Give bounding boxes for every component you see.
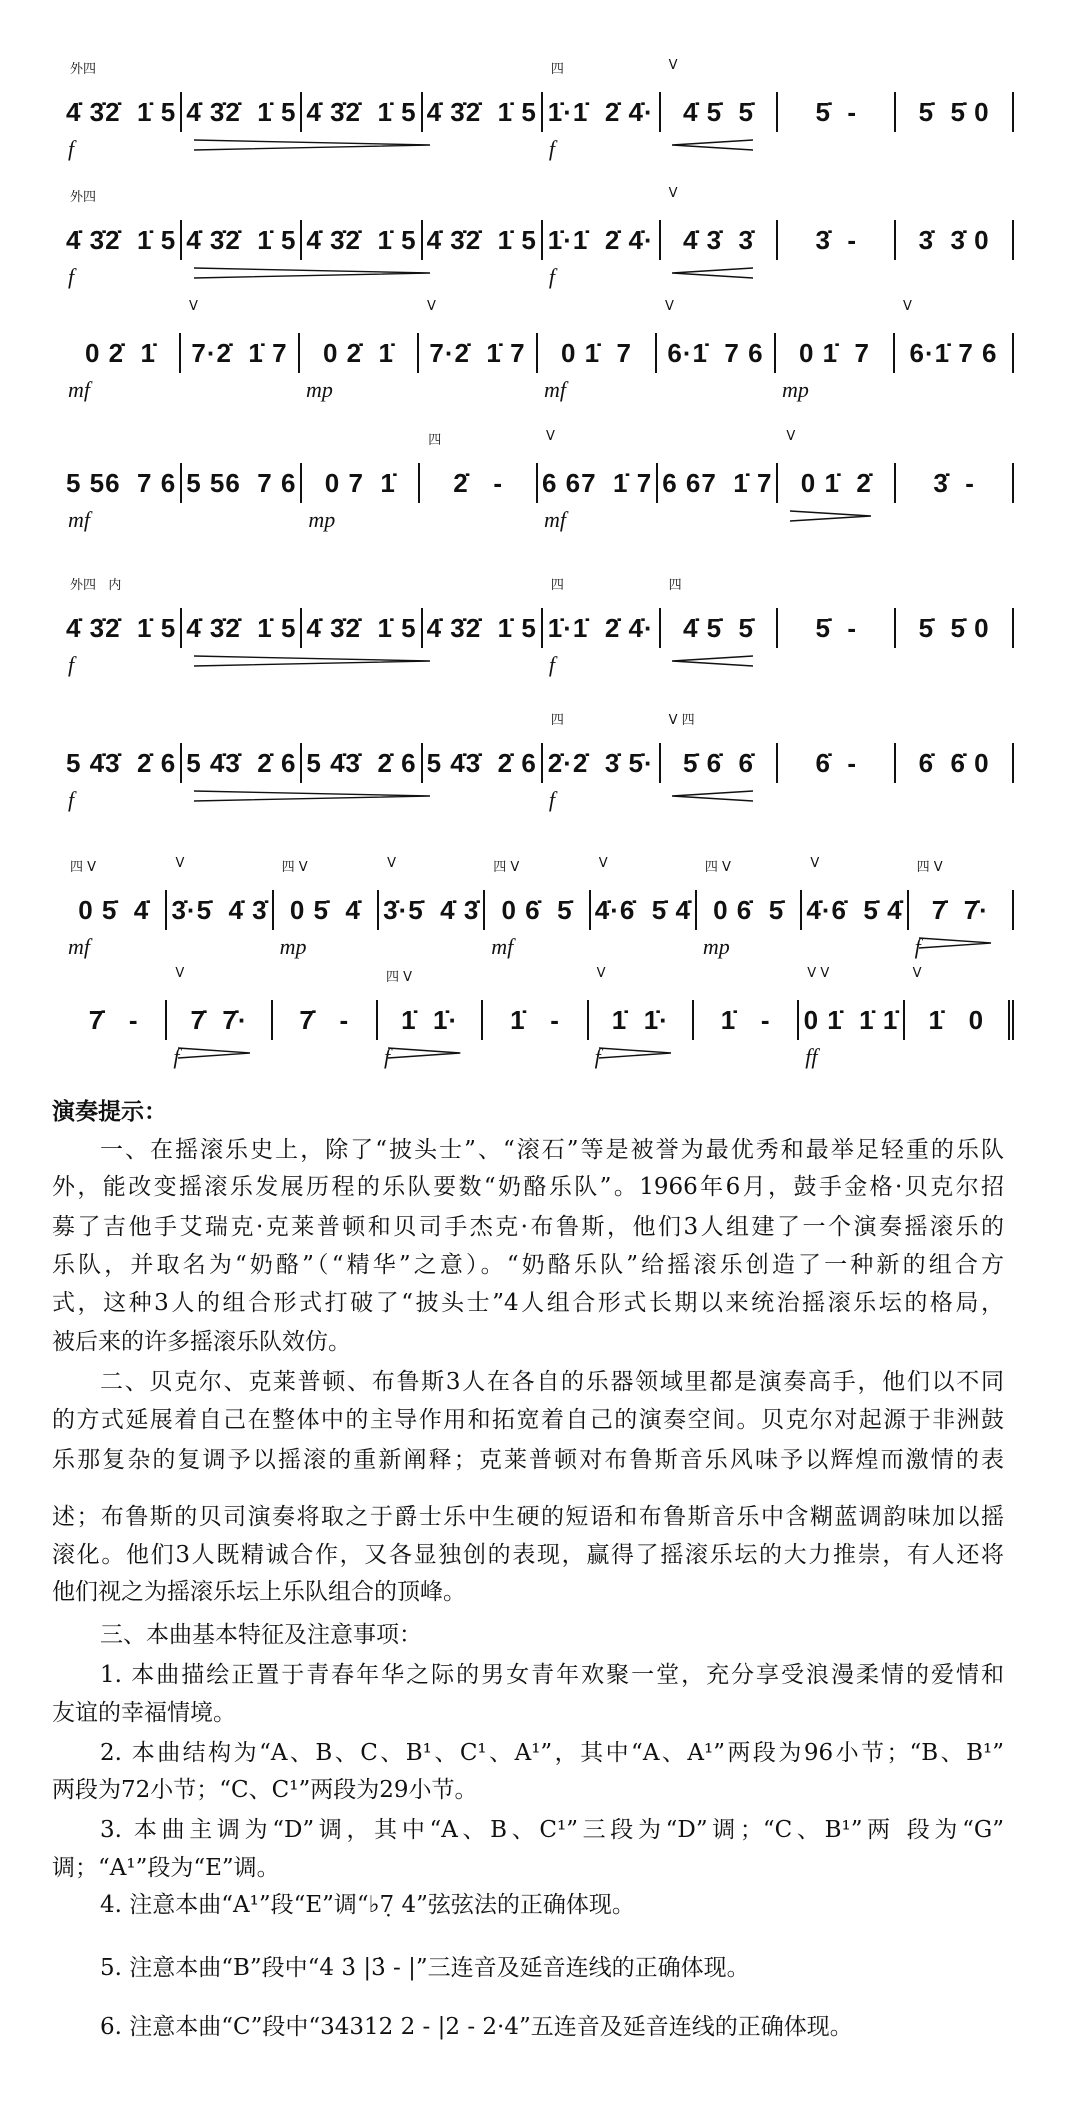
- measure: [591, 856, 697, 930]
- measure-notes: 4̇ 3̇2̇ 1̇ 5: [66, 96, 177, 127]
- fingering-mark: 四 V: [704, 860, 731, 875]
- measure: [778, 220, 896, 260]
- measure: [697, 860, 802, 959]
- measure: [182, 463, 302, 503]
- measure-notes: 0 1̇ 2̇: [800, 467, 872, 498]
- measure-notes: 3̇ -: [815, 224, 858, 255]
- measure: [182, 743, 302, 783]
- decrescendo-hairpin: [178, 1046, 250, 1060]
- dynamic-marking: mf: [491, 934, 514, 959]
- measure-notes: 4̇ 3̇2̇ 1̇ 5: [426, 96, 537, 127]
- measure: [62, 190, 182, 289]
- text-line: 两段为72小节；“C、C¹”两段为29小节。: [52, 1777, 478, 1803]
- measure-notes: 5 4̇3̇ 2̇ 6: [426, 747, 537, 778]
- text-line: 三、本曲基本特征及注意事项：: [100, 1622, 422, 1648]
- measure-notes: 0 2̇ 1̇: [322, 337, 395, 368]
- measure: [167, 856, 273, 930]
- measure: [661, 58, 779, 132]
- fingering-mark: V: [810, 856, 820, 871]
- fingering-mark: 外四 内: [70, 578, 122, 593]
- text-line: 调；“A¹”段为“E”调。: [52, 1855, 280, 1881]
- measure: [423, 743, 543, 783]
- measure: [62, 62, 182, 161]
- fingering-mark: V: [189, 299, 198, 314]
- measure: [538, 333, 657, 402]
- score-row: [62, 856, 1014, 959]
- measure: [778, 92, 896, 132]
- measure: [543, 220, 661, 289]
- decrescendo-hairpin: [194, 266, 430, 280]
- dynamic-marking: f: [68, 787, 75, 812]
- measure-notes: 4̇·6̇ 5̇ 4̇: [594, 894, 691, 925]
- fingering-mark: 四: [550, 578, 564, 593]
- measure-notes: 4̇ 3̇2̇ 1̇ 5: [66, 612, 177, 643]
- dynamic-marking: mp: [782, 377, 809, 402]
- measure: [62, 860, 167, 959]
- measure: [485, 860, 590, 959]
- measure: [895, 299, 1014, 373]
- text-line: 募了吉他手艾瑞克·克莱普顿和贝司手杰克·布鲁斯，他们3人组建了一个演奏摇滚乐的: [52, 1214, 1004, 1240]
- measure-notes: 4̇ 3̇ 3̇: [682, 224, 755, 255]
- measure: [419, 299, 538, 373]
- crescendo-hairpin: [672, 789, 753, 803]
- measure-notes: 1̇·1̇ 2̇ 4̇·: [547, 224, 654, 255]
- measure-notes: 6 67 1̇ 7: [662, 467, 773, 498]
- measure: [543, 713, 661, 812]
- measure: [423, 220, 543, 260]
- measure: [273, 1000, 378, 1040]
- fingering-mark: V: [175, 966, 185, 981]
- measure-notes: 5 56 7 6: [66, 467, 177, 498]
- decrescendo-hairpin: [919, 936, 991, 950]
- fingering-mark: 四: [668, 578, 682, 593]
- dynamic-marking: f: [548, 136, 555, 161]
- measure-notes: 3̇ 3̇ 0: [918, 224, 990, 255]
- fingering-mark: 四: [550, 62, 564, 77]
- measure-notes: 0 6̇ 5̇: [501, 894, 573, 925]
- measure: [658, 463, 778, 503]
- measure: [62, 578, 182, 677]
- measure: [896, 463, 1014, 503]
- measure: [300, 333, 419, 402]
- fingering-mark: V 四: [668, 713, 695, 728]
- measure: [896, 220, 1014, 260]
- measure: [302, 608, 422, 648]
- fingering-mark: V: [668, 58, 678, 73]
- measure-notes: 0 1̇ 7: [798, 337, 871, 368]
- measure-notes: 5 4̇3̇ 2̇ 6: [186, 747, 297, 778]
- measure: [420, 433, 538, 503]
- decrescendo-hairpin: [388, 1046, 460, 1060]
- measure: [661, 578, 779, 648]
- text-line: 1. 本曲描绘正置于青春年华之际的男女青年欢聚一堂，充分享受浪漫柔情的爱情和: [100, 1662, 1004, 1688]
- measure: [661, 186, 779, 260]
- dynamic-marking: mp: [306, 377, 333, 402]
- dynamic-marking: mp: [702, 934, 730, 959]
- crescendo-hairpin: [672, 266, 753, 280]
- text-line: 外，能改变摇滚乐发展历程的乐队要数“奶酪乐队”。1966年6月，鼓手金格·贝克尔招: [52, 1174, 1004, 1200]
- measure: [896, 608, 1014, 648]
- measure-notes: 4̇ 5̇ 5̇: [682, 612, 755, 643]
- dynamic-marking: mf: [68, 934, 90, 959]
- fingering-mark: 四: [550, 713, 564, 728]
- measure-notes: 2̇ -: [453, 467, 503, 498]
- measure-notes: 5 4̇3̇ 2̇ 6: [66, 747, 177, 778]
- measure-notes: 7̇ 7̇·: [931, 894, 989, 925]
- measure-notes: 6·1̇ 7 6: [909, 337, 998, 368]
- score-row: [62, 58, 1014, 161]
- measure-notes: 5̇ 5̇ 0: [918, 612, 990, 643]
- fingering-mark: V: [598, 856, 608, 871]
- measure-notes: 4̇ 3̇2̇ 1̇ 5: [186, 612, 297, 643]
- measure-notes: 1̇ 1̇·: [401, 1004, 459, 1035]
- measure: [423, 608, 543, 648]
- measure-notes: 4̇ 3̇2̇ 1̇ 5: [306, 224, 417, 255]
- measure-notes: 2̇·2̇ 3̇ 5̇·: [547, 747, 654, 778]
- measure-notes: 0 2̇ 1̇: [84, 337, 157, 368]
- measure-notes: 5 56 7 6: [186, 467, 297, 498]
- measure: [274, 860, 379, 959]
- dynamic-marking: mf: [68, 377, 90, 402]
- measure: [62, 333, 181, 402]
- measure: [302, 743, 422, 783]
- measure: [302, 463, 420, 532]
- text-line: 被后来的许多摇滚乐队效仿。: [52, 1329, 351, 1355]
- measure: [543, 578, 661, 677]
- fingering-mark: V: [668, 186, 678, 201]
- measure: [182, 608, 302, 648]
- measure: [379, 856, 485, 930]
- dynamic-marking: f: [548, 264, 555, 289]
- crescendo-hairpin: [672, 654, 753, 668]
- measure-notes: 0 7 1̇: [324, 467, 396, 498]
- measure: [776, 333, 895, 402]
- dynamic-marking: ff: [805, 1044, 818, 1069]
- dynamic-marking: mf: [68, 507, 90, 532]
- measure: [657, 299, 776, 373]
- measure-notes: 1̇ 1̇·: [611, 1004, 669, 1035]
- score-row: [62, 966, 1014, 1069]
- fingering-mark: 四 V: [281, 860, 308, 875]
- text-line: 的方式延展着自己在整体中的主导作用和拓宽着自己的演奏空间。贝克尔对起源于非洲鼓: [52, 1407, 1004, 1433]
- decrescendo-hairpin: [194, 138, 430, 152]
- measure: [589, 966, 694, 1069]
- score-row: [62, 578, 1014, 677]
- text-line: 3. 本曲主调为“D”调，其中“A、B、C¹”三段为“D”调；“C、B¹”两 段为“G”: [100, 1817, 1004, 1843]
- fingering-mark: V: [387, 856, 397, 871]
- measure-notes: 7̇ -: [88, 1004, 139, 1035]
- measure: [182, 92, 302, 132]
- measure-notes: 3̇·5̇ 4̇ 3̇: [383, 894, 480, 925]
- measure: [802, 856, 908, 930]
- measure-notes: 4̇ 3̇2̇ 1̇ 5: [426, 612, 537, 643]
- measure: [181, 299, 300, 373]
- measure: [778, 608, 896, 648]
- text-line: 友谊的幸福情境。: [52, 1700, 236, 1726]
- dynamic-marking: f: [548, 652, 555, 677]
- fingering-mark: V: [596, 966, 606, 981]
- text-line: 二、贝克尔、克莱普顿、布鲁斯3人在各自的乐器领域里都是演奏高手，他们以不同: [100, 1369, 1004, 1395]
- measure-notes: 6̇ -: [815, 747, 858, 778]
- dynamic-marking: mf: [544, 507, 566, 532]
- measure: [778, 429, 896, 503]
- crescendo-hairpin: [672, 138, 753, 152]
- decrescendo-hairpin: [194, 789, 430, 803]
- measure: [62, 1000, 167, 1040]
- decrescendo-hairpin: [194, 654, 430, 668]
- score-row: [62, 186, 1014, 289]
- measure-notes: 4̇ 3̇2̇ 1̇ 5: [186, 224, 297, 255]
- measure-notes: 6 67 1̇ 7: [542, 467, 653, 498]
- measure-notes: 4̇ 3̇2̇ 1̇ 5: [306, 612, 417, 643]
- measure: [62, 463, 182, 532]
- measure-notes: 3̇ -: [933, 467, 975, 498]
- decrescendo-hairpin: [599, 1046, 671, 1060]
- section-heading: 演奏提示：: [52, 1099, 167, 1125]
- measure: [694, 1000, 799, 1040]
- decrescendo-hairpin: [790, 509, 871, 523]
- measure: [167, 966, 272, 1069]
- measure: [909, 860, 1014, 959]
- measure-notes: 4̇ 3̇2̇ 1̇ 5: [306, 96, 417, 127]
- measure-notes: 0 6̇ 5̇: [713, 894, 785, 925]
- fingering-mark: 外四: [70, 190, 97, 205]
- measure-notes: 1̇ -: [510, 1004, 560, 1035]
- measure-notes: 7̇ -: [299, 1004, 350, 1035]
- dynamic-marking: mp: [279, 934, 307, 959]
- measure: [543, 62, 661, 161]
- measure-notes: 3̇·5̇ 4̇ 3̇: [171, 894, 268, 925]
- text-line: 一、在摇滚乐史上，除了“披头士”、“滚石”等是被誉为最优秀和最举足轻重的乐队: [100, 1137, 1004, 1163]
- measure: [538, 429, 658, 532]
- measure: [661, 713, 779, 783]
- fingering-mark: V: [912, 966, 922, 981]
- text-line: 式，这种3人的组合形式打破了“披头士”4人组合形式长期以来统治摇滚乐坛的格局，: [52, 1290, 1004, 1316]
- measure: [896, 92, 1014, 132]
- dynamic-marking: mf: [544, 377, 566, 402]
- score-row: [62, 713, 1014, 812]
- measure-notes: 5 4̇3̇ 2̇ 6: [306, 747, 417, 778]
- text-line: 乐队，并取名为“奶酪”（“精华”之意）。“奶酪乐队”给摇滚乐创造了一种新的组合方: [52, 1252, 1004, 1278]
- text-line: 滚化。他们3人既精诚合作，又各显独创的表现，赢得了摇滚乐坛的大力推崇，有人还将: [52, 1542, 1004, 1568]
- fingering-mark: 四: [428, 433, 442, 448]
- fingering-mark: 四 V: [385, 970, 413, 985]
- measure: [778, 743, 896, 783]
- measure-notes: 0 5̇ 4̇: [78, 894, 150, 925]
- measure: [62, 743, 182, 812]
- dynamic-marking: f: [68, 652, 75, 677]
- text-line: 述；布鲁斯的贝司演奏将取之于爵士乐中生硬的短语和布鲁斯音乐中含糊蓝调韵味加以摇: [52, 1504, 1004, 1530]
- dynamic-marking: f: [68, 136, 75, 161]
- measure-notes: 7·2̇ 1̇ 7: [429, 337, 526, 368]
- text-line: 6. 注意本曲“C”段中“34312 2 - |2 - 2·4”五连音及延音连线的正确体现。: [100, 2014, 853, 2040]
- fingering-mark: 四 V: [916, 860, 943, 875]
- fingering-mark: V: [175, 856, 185, 871]
- measure: [905, 966, 1014, 1040]
- measure-notes: 5̇ -: [815, 96, 858, 127]
- measure: [423, 92, 543, 132]
- measure-notes: 7̇ 7̇·: [190, 1004, 248, 1035]
- text-line: 2. 本曲结构为“A、B、C、B¹、C¹、A¹”，其中“A、A¹”两段为96小节；“B、B¹”: [100, 1740, 1004, 1766]
- measure-notes: 4̇·6̇ 5̇ 4̇: [806, 894, 903, 925]
- fingering-mark: V: [786, 429, 796, 444]
- measure-notes: 6̇ 6̇ 0: [918, 747, 990, 778]
- measure: [302, 92, 422, 132]
- text-line: 4. 注意本曲“A¹”段“E”调“♭7̣ 4”弦弦法的正确体现。: [100, 1892, 635, 1918]
- dynamic-marking: f: [173, 1044, 180, 1069]
- measure-notes: 4̇ 3̇2̇ 1̇ 5: [186, 96, 297, 127]
- dynamic-marking: mp: [308, 507, 336, 532]
- text-line: 5. 注意本曲“B”段中“4̇ 3̇ |3̇ - |”三连音及延音连线的正确体现。: [100, 1955, 750, 1981]
- measure-notes: 6·1̇ 7 6: [667, 337, 764, 368]
- measure: [799, 966, 904, 1069]
- measure: [896, 743, 1014, 783]
- dynamic-marking: f: [548, 787, 555, 812]
- measure: [302, 220, 422, 260]
- fingering-mark: 四 V: [70, 860, 97, 875]
- measure-notes: 1̇·1̇ 2̇ 4̇·: [547, 96, 654, 127]
- fingering-mark: V: [665, 299, 674, 314]
- measure-notes: 7·2̇ 1̇ 7: [191, 337, 288, 368]
- measure-notes: 4̇ 5̇ 5̇: [682, 96, 755, 127]
- measure: [483, 1000, 588, 1040]
- fingering-mark: V: [546, 429, 555, 444]
- measure-notes: 4̇ 3̇2̇ 1̇ 5: [426, 224, 537, 255]
- measure-notes: 5̇ -: [815, 612, 858, 643]
- fingering-mark: V: [903, 299, 912, 314]
- measure: [182, 220, 302, 260]
- dynamic-marking: f: [383, 1044, 391, 1069]
- measure-notes: 1̇ 0: [928, 1004, 985, 1035]
- text-line: 他们视之为摇滚乐坛上乐队组合的顶峰。: [52, 1579, 466, 1605]
- measure-notes: 1̇·1̇ 2̇ 4̇·: [547, 612, 654, 643]
- measure: [378, 970, 483, 1069]
- fingering-mark: 外四: [70, 62, 97, 77]
- dynamic-marking: f: [914, 934, 921, 959]
- measure-notes: 0 5̇ 4̇: [289, 894, 361, 925]
- score-row: [62, 299, 1014, 402]
- fingering-mark: 四 V: [493, 860, 520, 875]
- measure-notes: 4̇ 3̇2̇ 1̇ 5: [66, 224, 177, 255]
- dynamic-marking: f: [594, 1044, 601, 1069]
- measure-notes: 5̇ 6̇ 6̇: [682, 747, 755, 778]
- measure-notes: 0 1̇ 1̇ 1̇: [803, 1004, 899, 1035]
- fingering-mark: V V: [807, 966, 830, 981]
- text-line: 乐那复杂的复调予以摇滚的重新阐释；克莱普顿对布鲁斯音乐风味予以辉煌而激情的表: [52, 1447, 1004, 1473]
- measure-notes: 0 1̇ 7: [560, 337, 633, 368]
- dynamic-marking: f: [68, 264, 75, 289]
- fingering-mark: V: [427, 299, 436, 314]
- measure-notes: 5̇ 5̇ 0: [918, 96, 990, 127]
- measure-notes: 1̇ -: [720, 1004, 771, 1035]
- score-row: [62, 429, 1014, 532]
